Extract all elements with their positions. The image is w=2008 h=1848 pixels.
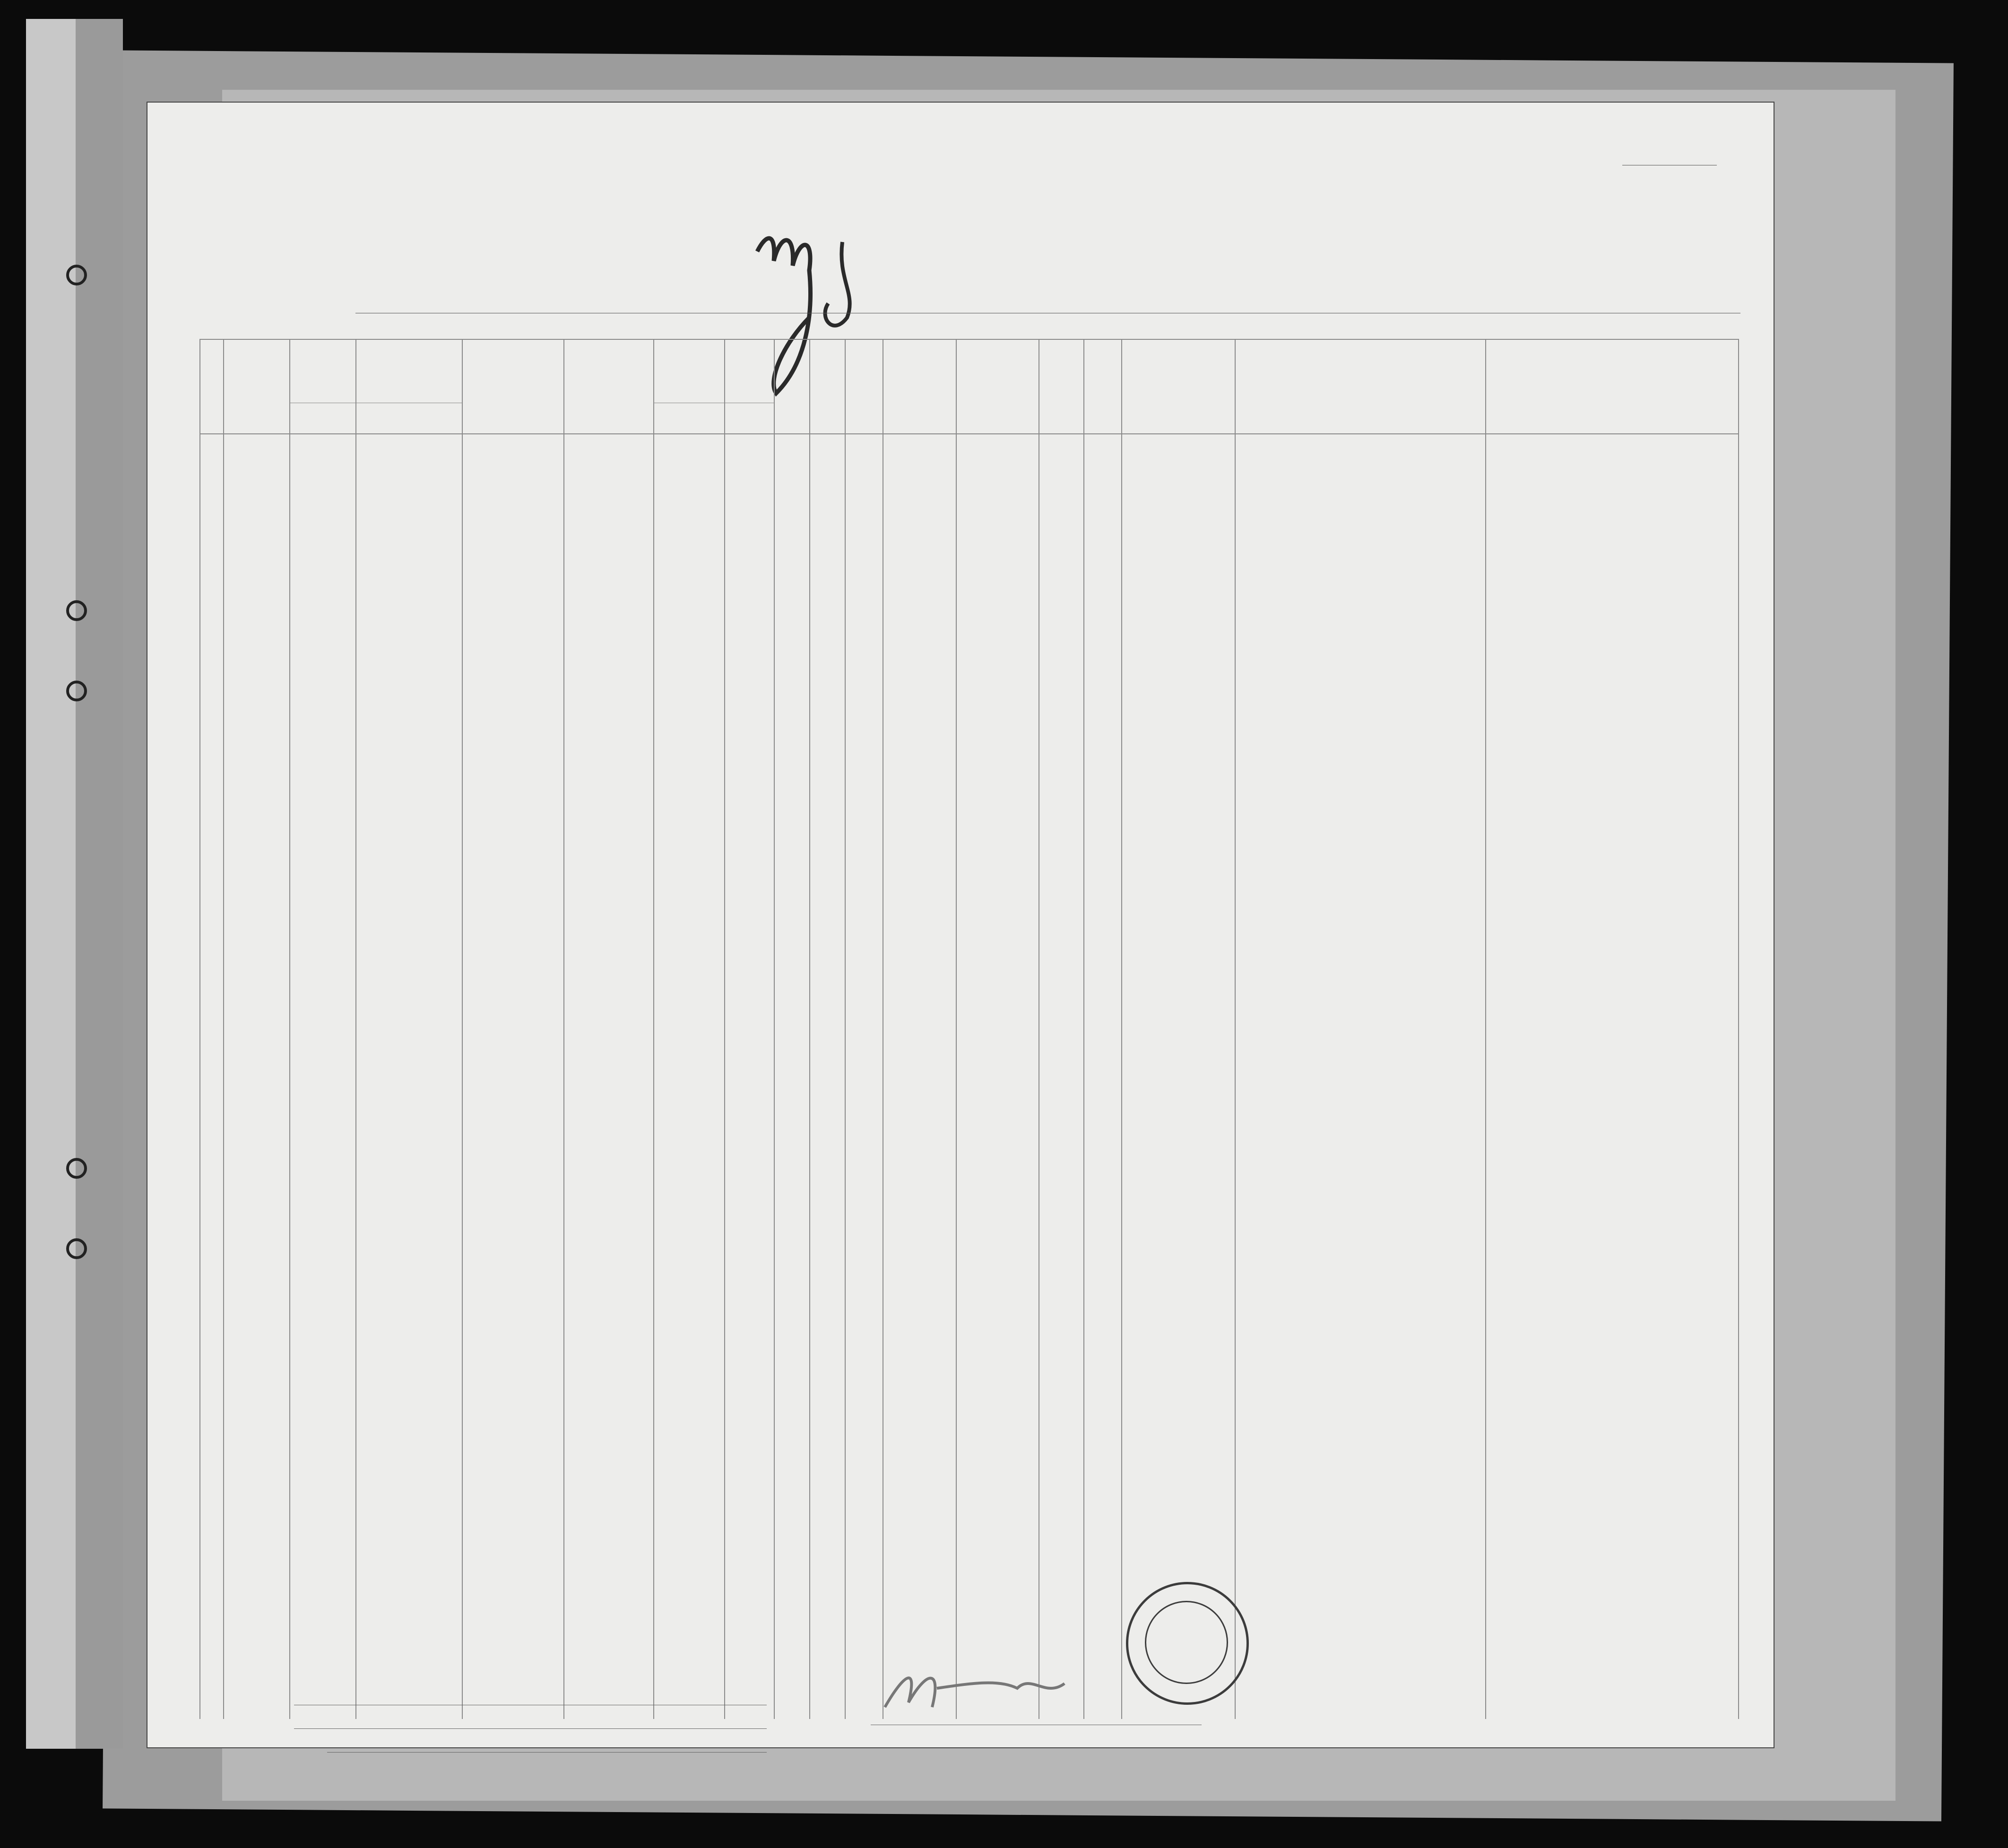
column-divider xyxy=(724,339,725,1719)
footer-agents-rule xyxy=(327,1752,767,1753)
binder-hole xyxy=(66,1238,87,1259)
table-header-border xyxy=(199,433,1738,434)
column-divider xyxy=(653,339,654,1719)
column-divider xyxy=(1121,339,1122,1719)
inspector-signature xyxy=(875,1655,1074,1726)
binder-hole xyxy=(66,681,87,701)
column-divider xyxy=(1738,339,1739,1719)
binder-hole xyxy=(66,265,87,285)
column-divider xyxy=(199,339,200,1719)
column-divider xyxy=(563,339,564,1719)
column-divider xyxy=(462,339,463,1719)
column-divider xyxy=(1485,339,1486,1719)
column-divider xyxy=(809,339,810,1719)
column-divider xyxy=(289,339,290,1719)
canal-zone-stamp xyxy=(1126,1582,1249,1705)
footer-owners-rule xyxy=(294,1728,767,1729)
column-divider xyxy=(1083,339,1084,1719)
binder-hole xyxy=(66,1158,87,1179)
table-top-border xyxy=(199,339,1738,340)
column-divider xyxy=(223,339,224,1719)
column-divider xyxy=(774,339,775,1719)
column-divider xyxy=(1235,339,1236,1719)
manifest-page xyxy=(147,102,1774,1748)
binder-hole xyxy=(66,600,87,621)
column-divider xyxy=(956,339,957,1719)
column-divider xyxy=(845,339,846,1719)
column-divider xyxy=(355,339,356,1719)
